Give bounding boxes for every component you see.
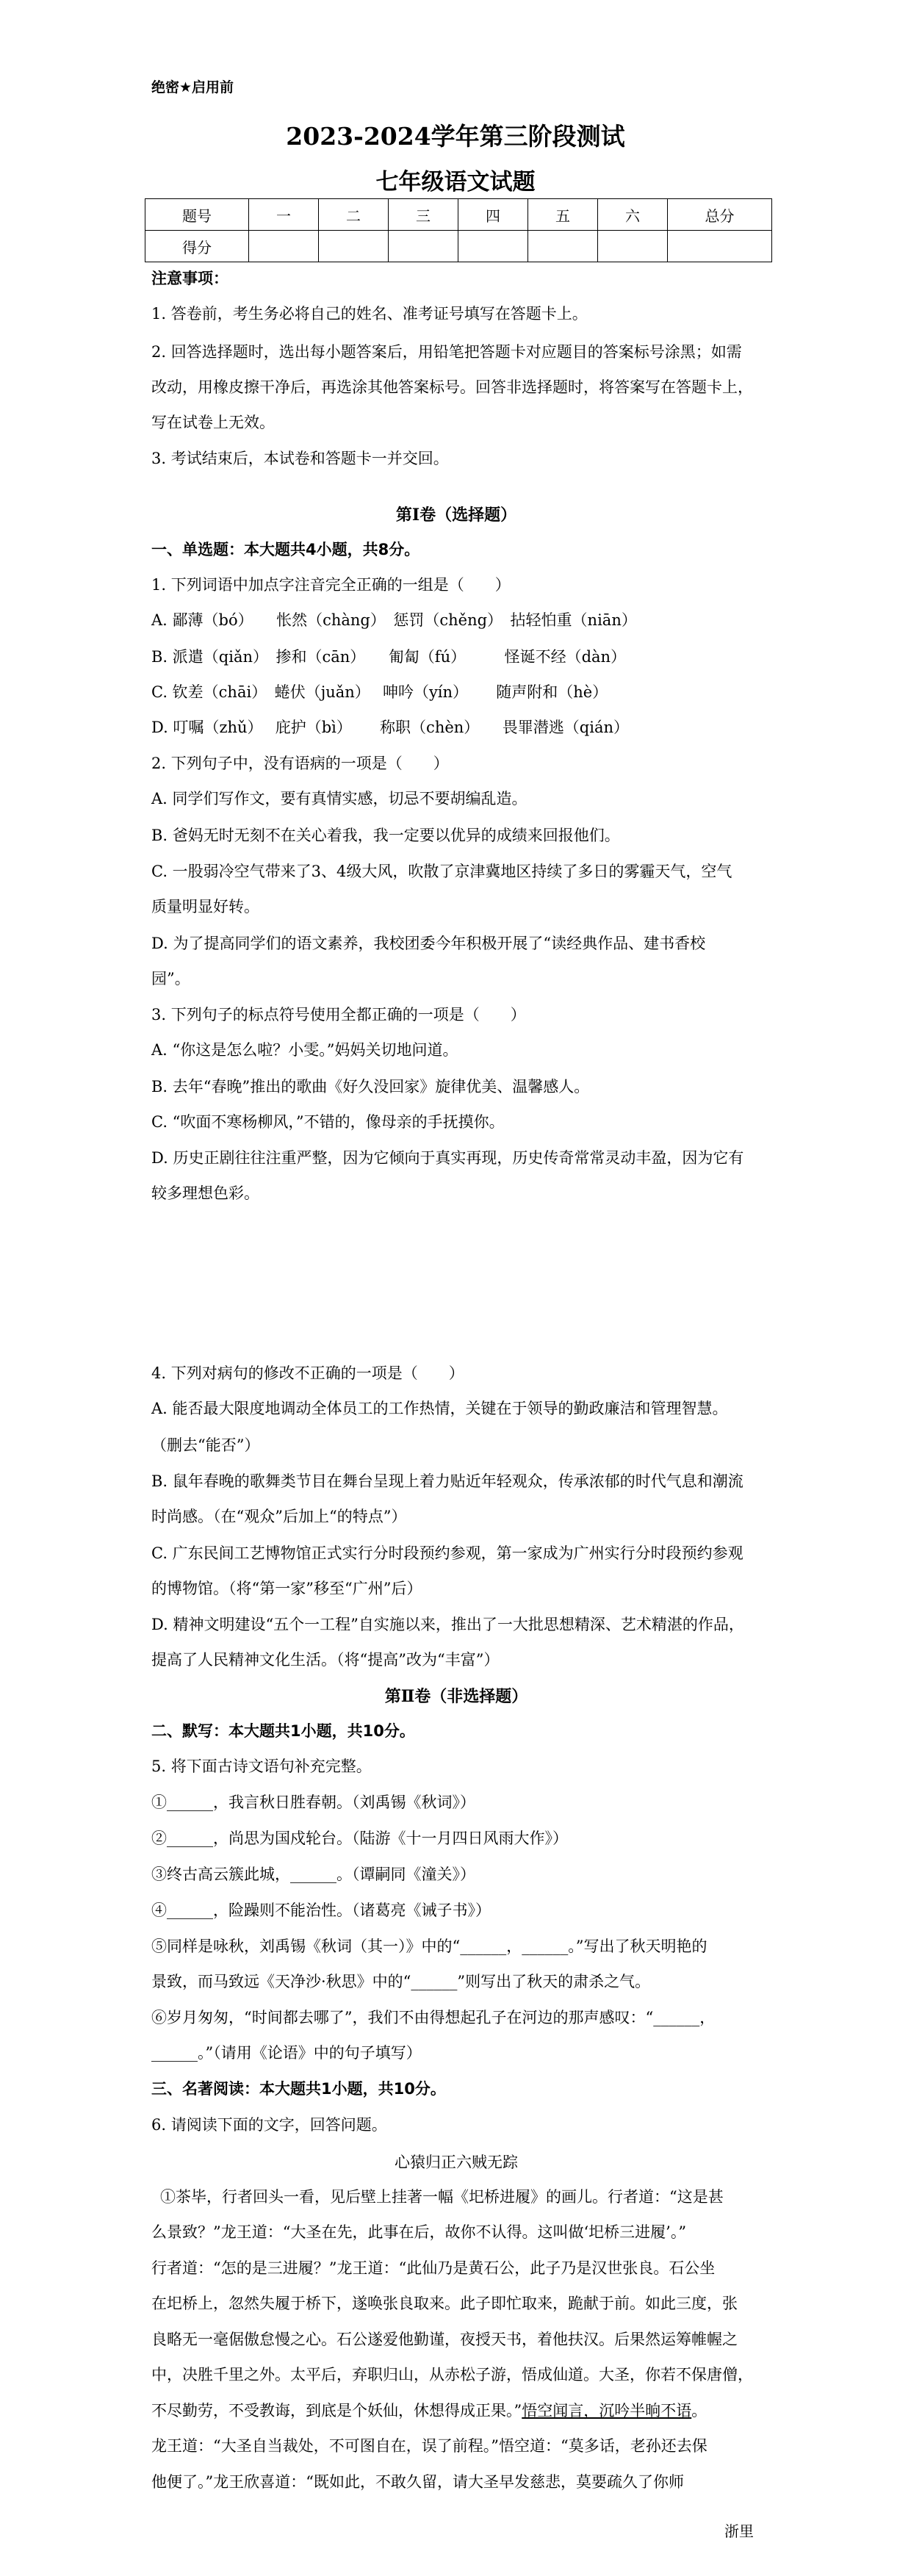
q1-option-a: A. 鄙薄（bó） 怅然（chàng） 惩罚（chěng） 拈轻怕重（niān） <box>151 611 637 629</box>
section-3-heading: 三、名著阅读：本大题共1小题，共10分。 <box>151 2080 446 2098</box>
passage-line-7 <box>151 2400 761 2421</box>
q5-stem: 5. 将下面古诗文语句补充完整。 <box>151 1757 372 1775</box>
score-cell: 四 <box>458 199 528 231</box>
q4-option-a-line-1: A. 能否最大限度地调动全体员工的工作热情，关键在于领导的勤政廉洁和管理智慧。 <box>151 1400 728 1417</box>
q3-option-c: C. “吹面不寒杨柳风，”不错的，像母亲的手抚摸你。 <box>151 1113 505 1131</box>
q4-option-b-line-1: B. 鼠年春晚的歌舞类节目在舞台呈现上着力贴近年轻观众，传承浓郁的时代气息和潮流 <box>151 1472 743 1490</box>
note-1: 1. 答卷前，考生务必将自己的姓名、准考证号填写在答题卡上。 <box>151 305 588 323</box>
q2-option-d-line-2: 园”。 <box>151 970 190 987</box>
q4-option-c-line-1: C. 广东民间工艺博物馆正式实行分时段预约参观，第一家成为广州实行分时段预约参观 <box>151 1544 743 1562</box>
score-table <box>145 198 772 262</box>
passage-line-7-text: 不尽勤劳，不受教诲，到底是个妖仙，休想得成正果。” <box>151 2402 522 2420</box>
part2-title: 第Ⅱ卷（非选择题） <box>384 1687 528 1706</box>
q5-line-3: ③终古高云簇此城，______。（谭嗣同《潼关》） <box>151 1866 475 1883</box>
q3-stem: 3. 下列句子的标点符号使用全都正确的一项是（ ） <box>151 1006 526 1023</box>
score-entry-cell <box>528 231 598 262</box>
q1-option-d: D. 叮嘱（zhǔ） 庇护（bì） 称职（chèn） 畏罪潜逃（qián） <box>151 719 630 736</box>
q4-stem: 4. 下列对病句的修改不正确的一项是（ ） <box>151 1364 464 1382</box>
notes-heading: 注意事项： <box>151 270 228 287</box>
q4-option-c-line-2: 的博物馆。（将“第一家”移至“广州”后） <box>151 1580 422 1597</box>
score-cell: 一 <box>249 199 319 231</box>
q5-line-4: ④______，险躁则不能治性。（诸葛亮《诫子书》） <box>151 1902 491 1919</box>
score-entry-cell <box>668 231 772 262</box>
section-1-heading: 一、单选题：本大题共4小题，共8分。 <box>151 541 420 558</box>
q3-option-a: A. “你这是怎么啦？小雯。”妈妈关切地问道。 <box>151 1041 458 1059</box>
q1-option-c: C. 钦差（chāi） 蜷伏（juǎn） 呻吟（yín） 随声附和（hè） <box>151 683 608 701</box>
q2-option-c-line-1: C. 一股弱冷空气带来了3、4级大风，吹散了京津冀地区持续了多日的雾霾天气，空气 <box>151 863 732 880</box>
q1-stem: 1. 下列词语中加点字注音完全正确的一组是（ ） <box>151 576 511 594</box>
score-cell: 二 <box>319 199 389 231</box>
q4-option-d-line-2: 提高了人民精神文化生活。（将“提高”改为“丰富”） <box>151 1651 500 1669</box>
q2-option-a: A. 同学们写作文，要有真情实感，切忌不要胡编乱造。 <box>151 790 527 807</box>
score-entry-cell <box>389 231 458 262</box>
q3-option-d-line-2: 较多理想色彩。 <box>151 1184 259 1202</box>
score-entry-cell <box>458 231 528 262</box>
exam-title: 2023-2024学年第三阶段测试 <box>286 122 625 151</box>
score-cell: 六 <box>598 199 668 231</box>
passage-title: 心猿归正六贼无踪 <box>395 2154 518 2171</box>
q5-line-5b: 景致，而马致远《天净沙·秋思》中的“______”则写出了秋天的肃杀之气。 <box>151 1973 651 1990</box>
q3-option-d-line-1: D. 历史正剧往往注重严整，因为它倾向于真实再现，历史传奇常常灵动丰盈，因为它有 <box>151 1149 744 1167</box>
q4-option-d-line-1: D. 精神文明建设“五个一工程”自实施以来，推出了一大批思想精深、艺术精湛的作品， <box>151 1616 744 1633</box>
passage-line-6: 中，决胜千里之外。太平后，弃职归山，从赤松子游，悟成仙道。大圣，你若不保唐僧， <box>151 2366 753 2383</box>
passage-line-5: 良略无一毫倨傲怠慢之心。石公遂爱他勤谨，夜授天书，着他扶汉。后果然运筹帷幄之 <box>151 2331 738 2348</box>
q5-line-2: ②______，尚思为国戍轮台。（陆游《十一月四日风雨大作》） <box>151 1830 568 1847</box>
note-2-line-1: 2. 回答选择题时，选出每小题答案后，用铅笔把答题卡对应题目的答案标号涂黑；如需 <box>151 343 742 361</box>
exam-subtitle: 七年级语文试题 <box>375 169 536 195</box>
score-cell: 五 <box>528 199 598 231</box>
passage-line-8: 龙王道：“大圣自当裁处，不可图自在，误了前程。”悟空道：“莫多话，老孙还去保 <box>151 2437 707 2455</box>
q1-option-b: B. 派遣（qiǎn） 掺和（cān） 匍匐（fú） 怪诞不经（dàn） <box>151 648 627 666</box>
score-entry-cell <box>319 231 389 262</box>
score-table-score-row <box>145 231 772 262</box>
q5-line-6b: ______。”（请用《论语》中的句子填写） <box>151 2044 422 2062</box>
note-3: 3. 考试结束后，本试卷和答题卡一并交回。 <box>151 450 449 467</box>
section-2-heading: 二、默写：本大题共1小题，共10分。 <box>151 1722 415 1740</box>
score-cell: 总分 <box>668 199 772 231</box>
q4-option-a-line-2: （删去“能否”） <box>151 1436 260 1454</box>
part1-title: 第Ⅰ卷（选择题） <box>395 506 517 525</box>
passage-line-3: 行者道：“怎的是三进履？”龙王道：“此仙乃是黄石公，此子乃是汉世张良。石公坐 <box>151 2259 716 2277</box>
score-cell: 三 <box>389 199 458 231</box>
q4-option-b-line-2: 时尚感。（在“观众”后加上“的特点”） <box>151 1508 407 1525</box>
q5-line-6a: ⑥岁月匆匆，“时间都去哪了”，我们不由得想起孔子在河边的那声感叹：“______， <box>151 2009 716 2026</box>
q2-stem: 2. 下列句子中，没有语病的一项是（ ） <box>151 755 449 772</box>
passage-line-4: 在圯桥上，忽然失履于桥下，遂唤张良取来。此子即忙取来，跪献于前。如此三度，张 <box>151 2295 738 2312</box>
note-2-line-3: 写在试卷上无效。 <box>151 414 275 431</box>
score-cell: 题号 <box>145 199 249 231</box>
q2-option-d-line-1: D. 为了提高同学们的语文素养，我校团委今年积极开展了“读经典作品、建书香校 <box>151 935 706 952</box>
note-2-line-2: 改动，用橡皮擦干净后，再选涂其他答案标号。回答非选择题时，将答案写在答题卡上， <box>151 378 753 396</box>
passage-line-1: ①茶毕，行者回头一看，见后壁上挂著一幅《圯桥进履》的画儿。行者道：“这是甚 <box>160 2188 724 2206</box>
q5-line-1: ①______，我言秋日胜春朝。（刘禹锡《秋词》） <box>151 1794 475 1811</box>
q2-option-c-line-2: 质量明显好转。 <box>151 898 259 915</box>
score-entry-cell <box>249 231 319 262</box>
score-entry-cell <box>598 231 668 262</box>
q5-line-5a: ⑤同样是咏秋，刘禹锡《秋词（其一）》中的“______，______。”写出了秋天明艳的 <box>151 1938 707 1955</box>
passage-line-2: 么景致？”龙王道：“大圣在先，此事在后，故你不认得。这叫做‘圯桥三进履’。” <box>151 2223 687 2241</box>
underlined-sentence: 悟空闻言，沉吟半晌不语 <box>522 2402 692 2420</box>
q6-stem: 6. 请阅读下面的文字，回答问题。 <box>151 2116 387 2134</box>
confidential-label: 绝密★启用前 <box>151 79 234 96</box>
q2-option-b: B. 爸妈无时无刻不在关心着我，我一定要以优异的成绩来回报他们。 <box>151 827 620 844</box>
passage-line-7-end: 。 <box>691 2402 707 2420</box>
score-cell: 得分 <box>145 231 249 262</box>
q3-option-b: B. 去年“春晚”推出的歌曲《好久没回家》旋律优美、温馨感人。 <box>151 1078 590 1095</box>
passage-line-9: 他便了。”龙王欣喜道：“既如此，不敢久留，请大圣早发慈悲，莫要疏久了你师 <box>151 2473 684 2491</box>
footer-watermark: 浙里 <box>724 2522 754 2540</box>
score-table-header-row <box>145 199 772 231</box>
